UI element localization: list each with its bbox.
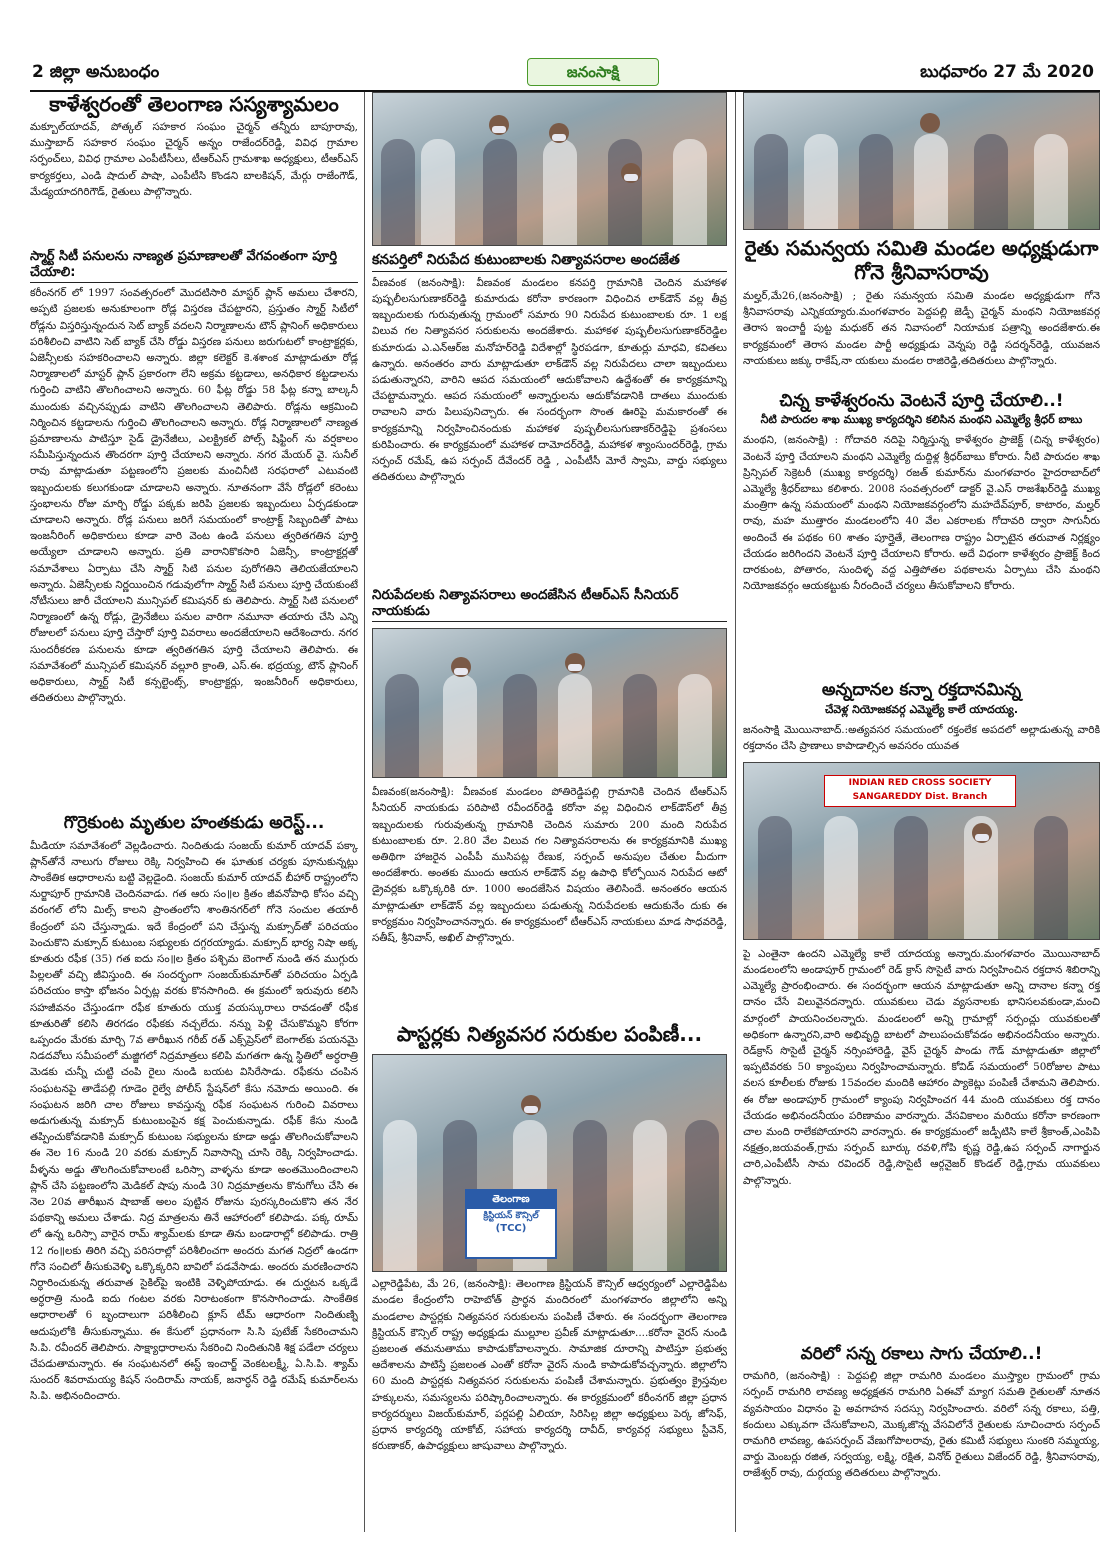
red-cross-banner-line2: SANGAREDDY Dist. Branch <box>852 791 988 802</box>
article-body: పై ఎంతైనా ఉందని ఎమ్మెల్యే కాలే యాదయ్య అన్నారు.మంగళవారం మొయినాబాద్ మండలంలోని అండాపూర్ గ్రామంలో రెడ్ క్రాస్ సొసైటీ వారు నిర్వహించిన రక్తదాన శిబిరాన్ని ఎమ్మెల్యే ప్రారంభించారు. ఈ సందర్భంగా ఆయన మాట్లాడుతూ అన్ని దానాల కన్నా రక్త దానం చేసే విలువైనదన్నారు. యువకులు చెడు వ్యసనాలకు భానిసలవకుండా,మంచి మార్గంలో పాయనించలన్నారు. మండలంలో అన్ని గ్రామాల్లో సర్పంచ్లు యువకులతో అధికంగా ఉన్నారని,వారి అభివృద్ధి బాటలో పాలుపంచుకోవడం అభినందనీయం అన్నారు. రెడ్‌క్రాస్ సొసైటీ చైర్మన్ నర్సింహారెడ్డి, వైస్ చైర్మన్ పాండు గౌడ్ మాట్లాడుతూ జిల్లాలో ఇప్పటివరకు 50 క్యాంపులు నిర్వహించామన్నారు. కోవిడ్ సమయంలో 50రోజుల పాటు వలస కూలీలకు రోజుకు 15వందల మందికి ఆహారం ప్యాకెట్లు పంపిణీ చేశామని తెలిపారు. ఈ రోజు అండాపూర్ గ్రామంలో క్యాంపు నిర్వహించగ 44 మంది యువకులు రక్త దానం చేయడం అభినందనీయం పరిణామం వారన్నారు. వేసవికాలం మరియు కరోనా కారణంగా చాల మంది రాలేకపోయారని వారన్నారు. ఈ కార్యక్రమంలో జడ్పీటిసి కాలే శ్రీకాంత్,ఎంపిపి నక్షత్రం,జయవంత్,గ్రామ సర్పంచ్ బూర్కు రవళి,గోపి కృష్ణ రెడ్డి,ఉప సర్పంచ్ నాగార్జున చారి,ఎంపీటీసీ సామ రవిందర్ రెడ్డి,సొసైటీ ఆర్గనైజర్ కొండల్ రెడ్డి,గ్రామ యువకులు పాల్గొన్నారు. <box>743 947 1100 1187</box>
headline-rythu-samithi: రైతు సమన్వయ సమితి మండల అధ్యక్షుడుగా గోనె శ్రీనివాసరావు <box>744 236 1099 284</box>
article-body: ఎల్లారెడ్డిపేట, మే 26, (జనంసాక్షి): తెలంగాణ క్రిస్టియన్ కౌన్సిల్ ఆధ్వర్యంలో ఎల్లారెడ్డిపేట మండల కేంద్రంలోని రాహెబోత్ ప్రార్థన మందిరంలో మంగళవారం జిల్లాలోని అన్ని మండలాల పాస్టర్లకు నిత్యవసర సరుకులను పంపిణీ చేశారు. ఈ సందర్భంగా తెలంగాణ క్రిస్టియన్ కౌన్సిల్ రాష్ట్ర అధ్యక్షుడు ముల్లూల ప్రవీణ్ మాట్లాడుతూ....కరోనా వైరస్ నుండి ప్రజలంత తమనుతాము కాపాడుకోవాలన్నారు. సామాజిక దూరాన్ని పాటిస్తూ ప్రభుత్వ ఆదేశాలను పాటిస్తే ప్రజలంత ఎంతో కరోనా వైరస్ నుండి కాపాడుకోవచ్చన్నారు. జిల్లాలోని 60 మంది పాస్టర్లకు నిత్యవసర సరుకులను పంపిణీ చేశామన్నారు. ప్రభుత్వం క్రైస్తవుల హక్కులను, సమస్యలను పరిష్కారించాలన్నారు. ఈ కార్యక్రమంలో కరీంనగర్ జిల్లా ప్రధాన కార్యదర్శులు విజయ్‌కుమార్, పర్లపల్లి ఏలియా, సిరిసిల్ల జిల్లా అధ్యక్షులు పెర్క జోసెఫ్, ప్రధాన కార్యదర్శి యాకోబ్, సహాయ కార్యదర్శి దావీద్, కార్యవర్గ సభ్యులు స్టీవెన్, కరుణాకర్, ఉపాధ్యక్షులు జాషువాలు పాల్గొన్నారు. <box>372 1278 727 1453</box>
headline-pastors: పాస్టర్లకు నిత్యవసర సరుకుల పంపిణీ... <box>396 1022 703 1047</box>
headline-trs-leader: నిరుపేదలకు నిత్యావసరాలు అందజేసిన టీఆర్ఎస్ సీనియర్ నాయకుడు <box>372 587 727 622</box>
red-cross-banner <box>824 775 1016 807</box>
photo-blood-donation-camp <box>743 762 1100 940</box>
byline: నీటి పారుదల శాఖ ముఖ్య కార్యదర్శిని కలిసిన మంథని ఎమ్మెల్యే శ్రీధర్ బాబు <box>760 413 1083 427</box>
headline-blood-donation: అన్నదానల కన్నా రక్తదానమిన్న <box>821 680 1022 701</box>
column-divider <box>735 92 736 1532</box>
headline-paddy-varieties: వరిలో సన్న రకాలు సాగు చేయాలి..! <box>800 1343 1043 1364</box>
article-body: కరీంనగర్ లో 1997 సంవత్సరంలో మొదటిసారి మాస్టర్ ప్లాన్ అమలు చేశారని, అప్పటి ప్రజలకు అనుకూలంగా రోడ్ల విస్తరణ చేపట్టారని, ప్రస్తుతం స్మార్ట్ సిటీలో రోడ్లను విస్తరిస్తున్నందున సెట్ బ్యాక్ వదలని నిర్మాణాలను టౌన్ ప్లానింగ్ అధికారులు పరిశీలించి వాటిని సెట్ బ్యాక్ చేసి రోడ్డు విస్తరణ పనులు జరుగుటలో కాంట్రాక్టర్లకు, ఏజెన్సీలకు సహకరించాలని అన్నారు. జిల్లా కలెక్టర్ కె.శశాంక మాట్లాడుతూ రోడ్ల నిర్మాణాలలో మాస్టర్ ప్లాన్ ప్రకారంగా లేని అక్రమ కట్టడాలు, అనధికార కట్టడాలను గుర్తించి వాటిని తొలగించాలని అన్నారు. 60 ఫీట్ల రోడ్డు 58 ఫీట్ల కన్నా బాల్కనీ ముందుకు వచ్చినప్పుడు వాటిని తొలగించాలని తెలిపారు. రోడ్లను ఆక్రమించి నిర్మించిన కట్టడాలను గుర్తించి తొలగించాలని అన్నారు. రోడ్ల నిర్మాణాలలో నాణ్యత ప్రమాణాలను పాటిస్తూ సైడ్ డ్రైనేజీలు, ఎలక్ట్రికల్ పోల్స్ షిఫ్టింగ్ ను వర్షకాలం సమీపిస్తున్నందున తొందరగా పూర్తి చేయాలని అన్నారు. నగర మేయర్ వై. సునీల్ రావు మాట్లాడుతూ పట్టణంలోని ప్రజలకు మంచినీటి సరఫరాలో ఎటువంటి ఇబ్బందులకు కలుగకుండా చూడాలని అన్నారు. నూతనంగా వేసే రోడ్లలో కరెంటు స్తంభాలను రోజు మార్చి రోడ్డు పక్కకు జరిపి ప్రజలకు ఇబ్బందులు ఏర్పడకుండా చూడాలని అన్నారు. రోడ్ల పనులు జరిగే సమయంలో కాంట్రాక్ట్ సిబ్బందితో పాటు ఇంజనీరింగ్ అధికారులు కూడా వారి వెంట ఉండి పనులు త్వరితగతిన పూర్తి అయ్యేలా చూడాలని అన్నారు. ప్రతి వారానికొకసారి ఏజెన్సీ, కాంట్రాక్టర్లతో సమావేశాలు ఏర్పాటు చేసి స్మార్ట్ సిటి పనుల పురోగతిని తెలియజేయాలని అన్నారు. ఏజెన్సీలకు నిర్ణయించిన గడువులోగా స్మార్ట్ సిటీ పనులు పూర్తి చేయకుంటే నోటీసులు జారీ చేయాలని మున్సిపల్ కమిషనర్ కు తెలిపారు. స్మార్ట్ సిటి పనులలో నిర్మాణంలో ఉన్న రోడ్లు, డ్రైనేజీలు పనుల వారిగా నమూనా తయారు చేసి ఎన్ని రోజులలో పనులు పూర్తి చేస్తారో పూర్తి వివరాలు అందజేయాలని ఆదేశించారు. నగర సుందరీకరణ పనులను కూడా త్వరితగతిన పూర్తి చేయాలని తెలిపారు. ఈ సమావేశంలో మున్సిపల్ కమిషనర్ వల్లూరి క్రాంతి, ఎస్.ఈ. భద్రయ్య, టౌన్ ప్లానింగ్ అధికారులు, స్మార్ట్ సిటీ కన్సల్టెంట్స్, కాంట్రాక్టర్లు, ఇంజనీరింగ్ అధికారులు, తదితరులు పాల్గొన్నారు. <box>30 287 358 705</box>
headline-arrest: గొర్రెకుంట మృతుల హంతకుడు అరెస్ట్... <box>63 813 325 834</box>
red-cross-banner-line1: INDIAN RED CROSS SOCIETY <box>848 777 992 788</box>
article-body: జనంసాక్షి మొయినాబాద్.:అత్యవసర సమయంలో రక్తంలేక అపదలో అల్లాడుతున్న వారికి రక్తదానం చేసి ప్రాణాలు కాపాడాల్సిన అవసరం యువత <box>743 723 1100 752</box>
article-body: రామగిరి, (జనంసాక్షి) : పెద్దపల్లి జిల్లా రామగిరి మండలం ముస్త్యాల గ్రామంలో గ్రామ సర్పంచ్ రామగిరి లావణ్య అధ్యక్షతన రామగిరి ఏఈవో మ్యాగ సమతి రైతులతో నూతన వ్యవసాయం విధానం పై అవగాహన సదస్సు నిర్వహించారు. వరిలో సన్న రకాలు, పత్తి, కందులు ఎక్కువగా చేసుకోవాలని, మొక్కజొన్న వేసవిలోనే రైతులకు సూచించారు సర్పంచ్ రామగిరి లావణ్య, ఉపసర్పంచ్ వేణుగోపాలరావు, రైతు కమిటీ సభ్యులు సుంకరి సమ్మయ్య, వార్డు మెంబర్లు రజిత, సర్వయ్య, లక్ష్మి, రక్షిత, వినోద్ రైతులు విజేందర్ రెడ్డి, శ్రీనివాసరావు, రాజేశ్వర్ రావు, దుర్గయ్య తదితరులు పాల్గొన్నారు. <box>743 1370 1100 1480</box>
byline: చేవెళ్ల నియోజకవర్గ ఎమ్మెల్యే కాలే యాదయ్య. <box>824 702 1019 716</box>
page-section-label: 2 జిల్లా అనుబంధం <box>32 62 160 82</box>
article-body: వీణవంక(జనంసాక్షి): వీణవంక మండలం పోతిరెడ్డిపల్లి గ్రామానికి చెందిన టీఆర్ఎస్ సీనియర్ నాయకుడు పరిపాటి రవీందర్‌రెడ్డి కరోనా వల్ల విధించిన లాక్‌డౌన్‌లో తీవ్ర ఇబ్బందులకు గురువుతున్న గ్రామానికి చెందిన సుమారు 200 మంది నిరుపేద కుటుంబాలకు రూ. 2.80 వేల విలువ గల నిత్యావసరాలను ఈ కార్యక్రమానికి ముఖ్య అతిథిగా హాజరైన ఎంపీపీ ముసిపట్ల రేణుక, సర్పంచ్ అనుపుల చేతుల మీదుగా అందజేశారు. అంతకు ముందు ఆయన లాక్‌డౌన్ వల్ల ఉపాధి కోల్పోయిన నిరుపేద ఆటో డ్రైవర్లకు ఒక్కొక్కరికి రూ. 1000 అందజేసిన విషయం తెలిసిందే. అనంతరం ఆయన మాట్లాడుతూ లాక్‌డౌన్ వల్ల ఇబ్బందులు పడుతున్న నిరుపేదలకు ఆదుకునేం దుకు ఈ కార్యక్రమం నిర్వహించానన్నారు. ఈ కార్యక్రమంలో టీఆర్ఎస్ నాయకులు మాడ సాధవరెడ్డి, సతీష్, శ్రీనివాస్, అఖిల్ పాల్గొన్నారు. <box>372 786 727 944</box>
photo-grocery-distribution <box>372 92 727 246</box>
newspaper-logo: జనంసాక్షి <box>527 58 659 86</box>
article-body: మీడియా సమావేశంలో వెల్లడించారు. నిందితుడు సంజయ్ కుమార్ యాదవ్ పక్కా ప్లాన్‌తోనే నాలుగు రోజులు రెక్కి నిర్వహించి ఈ ఘాతుక చర్యకు పూనుకున్నట్లు సాంకేతిక ఆధారాలను బట్టి వెల్లడైంది. సంజయ్ కుమార్ యాదవ్ బీహార్ రాష్ట్రంలోని నుర్జాపూర్ గ్రామానికి చెందినవాడు. గత ఆరు సం॥ల క్రితం జీవనోపాధి కోసం వచ్చి వరంగల్ లోని మిల్స్ కాలని ప్రాంతంలోని శాంతినగర్‌లో గోనె సంచుల తయారీ కేంద్రంలో పని చేస్తున్నాడు. ఇదే కేంద్రంలో పని చేస్తున్న మక్సూద్‌తో పరిచయం పెంచుకొని మక్సూద్ కుటుంబ సభ్యులకు దగ్గరయ్యాడు. మక్సూద్ భార్య నిషా అక్క కూతురు రఫీక (35) గత ఐదు సం॥ల క్రితం పశ్చిమ బెంగాల్ నుండి తన ముగ్గురు పిల్లలతో వచ్చి జీవిస్తుంది. ఈ సందర్భంగా సంజయ్‌కుమార్‌తో పరిచయం ఏర్పడి పరిచయం కాస్తా భోజనం ఏర్పట్ల వరకు కొనసాగింది. ఈ క్రమంలో ఇరువురు కలిసి సహజీవనం చేస్తుండగా రఫీక కూతురు యుక్త వయస్కురాలు రావడంతో రఫీక కూతురితో కలిసి తిరగడం రఫీకకు నచ్చలేదు. నన్ను పెళ్లి చేసుకొమ్మని కోరగా ఒప్పందం మేరకు మార్చి 7వ తారీఖున గరీబ్ రత్ ఎక్స్‌ప్రెస్‌లో బెంగాల్‌కు పయనమై నిడదవోలు సమీపంలో మజ్జిగలో నిద్రమాత్రలు కలిపి మగతగా ఉన్న స్థితిలో అర్ధరాత్రి మెడకు చున్నీ చుట్టి చంపి రైలు నుండి బయట విసిరేసాడు. రఫీకను చంపిన సంఘటనపై తాడేపల్లి గూడెం రైల్వే పోలీస్ స్టేషన్‌లో కేసు నమోదు అయింది. ఈ సంఘటన జరిగి చాల రోజులు కావస్తున్న రఫీక సంఘటన గురించి వివరాలు అడుగుతున్న మక్సూద్ కుటుంబంపైన కక్ష పెంచుకున్నాడు. రఫీక్ కేసు నుండి తప్పించుకోవడానికి మక్సూద్ కుటుంబ సభ్యులను కూడా అడ్డు తొలగించుకోవాలని ఈ నెల 16 నుండి 20 వరకు మక్సూద్ నివాసాన్ని చూసి రెక్కి నిర్వహించాడు. వీళ్ళను అడ్డు తొలగించుకోవాలంటే ఒరిస్సా వాళ్ళను కూడా అంతమొందించాలని ప్లాన్ చేసి పట్టణంలోని మెడికల్ షాపు నుండి 30 నిద్రమాత్రలను కొనుగోలు చేసి ఈ నెల 20వ తారీఖున షాబాజ్ అలం పుట్టిన రోజును పురస్కరించుకొని తన నేర పథకాన్ని అమలు చేశాడు. నిద్ర మాత్రలను తినే ఆహారంలో కలిపాడు. పక్క రూమ్ లో ఉన్న ఒరిస్సా వారైన రామ్ శ్యామ్‌లకు కూడా తిను బండారాల్లో కలిపాడు. రాత్రి 12 గం॥లకు తిరిగి వచ్చి పరిసరాల్లో పరిశీలించగా అందరు మగత నిద్రలో ఉండగా గోనె సంచిలో తీసుకువెళ్ళి ఒక్కొక్కరిని బావిలో పడవేసాడు. అందరు మరణించారని నిర్ధారించుకున్న తరువాత సైకిల్‌పై ఇంటికి వెళ్ళిపోయాడు. ఈ దుర్ఘటన ఒక్కడే అర్ధరాత్రి నుండి ఐదు గంటల వరకు నిరాటంకంగా కొనసాగించాడు. సాంకేతిక ఆధారాలతో 6 బృందాలుగా పరిశీలించి క్లూస్ టీమ్ ఆధారంగా నిందితుణ్ని ఆదుపులోకి తీసుకున్నాము. ఈ కేసులో ప్రధానంగా సి.సి పుటేజ్ సేకరించామని సి.పి. రవీందర్ తెలిపారు. సాక్ష్యాధారాలను సేకరించి నిందితునికి శిక్ష పడేలా చర్యలు చేపడుతామన్నారు. ఈ సంఘటనలో ఈస్ట్ ఇంచార్జ్ వెంకటలక్ష్మీ, ఏ.సి.పి. శ్యామ్ సుందర్ శివరామయ్య కిషన్ సందిరామ్ నాయక్, జనార్ధన్ రెడ్డి రమేష్ కుమార్‌లను సి.పి. అభినందించారు. <box>30 839 358 1403</box>
article-body: వీణవంక (జనంసాక్షి): వీణవంక మండలం కనపర్తి గ్రామానికి చెందిన మహాకళ పుష్పలీలసుగుణాకర్‌రెడ్డి కుమారుడు కరోనా కారణంగా విధించిన లాక్‌డౌన్ వల్ల తీవ్ర ఇబ్బందులకు గురువుతున్న గ్రామంలో సమారు 90 నిరుపేద కుటుంబాలకు రూ. 1 లక్ష విలువ గల నిత్యావసర సరుకులను అందజేశారు. మహాకళ పుష్పలీలసుగుణాకర్‌రెడ్డిల కుమారుడు ఎ.ఎన్ఆర్‌జ మనోహర్‌రెడ్డి విదేశాల్లో స్థిరపడగా, కూతుర్లు మాధవి, కవితలు ఉన్నారు. అనంతరం వారు మాట్లాడుతూ లాక్‌డౌన్ వల్ల నిరుపేదలు చాలా ఇబ్బందులు పడుతున్నారని, వారిని ఆపద సమయంలో ఆదుకోవాలని ఉద్దేశంతో ఈ కార్యక్రమాన్ని చేపట్టామన్నారు. ఆపద సమయంలో అన్నార్తులను ఆదుకోవడానికి దాతలు ముందుకు రావాలని వారు పిలుపునిచ్చారు. ఈ సందర్భంగా సొంత ఊరిపై మమకారంతో ఈ కార్యక్రమాన్ని నిర్వహించినందుకు మహాకళ పుష్పలీలసుగుణాకర్‌రెడ్డిపై ప్రశంసలు కురిపించారు. ఈ కార్యక్రమంలో మహాకళ దామోదర్‌రెడ్డి, మహాకళ శ్యాంసుందర్‌రెడ్డి, గ్రామ సర్పంచ్ రమేష్, ఉప సర్పంచ్ దేవేందర్ రెడ్డి , ఎంపీటీసీ మోరే స్వామి, వార్డు సభ్యులు తదితరులు పాల్గొన్నారు <box>372 276 727 484</box>
article-body: మల్హర్,మే26,(జనంసాక్షి) ; రైతు సమన్వయ సమితి మండల అధ్యక్షుడుగా గోనె శ్రీనివాసరావు ఎన్నికయ్యారు.మంగళవారం పెద్దపల్లి జెడ్పీ చైర్మన్ మంథని నియోజకవర్గ తెరాస ఇంచార్జీ పుట్ట మధుకర్ తన నివాసంలో నియామక పత్రాన్ని అందజేశారు.ఈ కార్యక్రమంలో తెరాస మండల పార్టీ అధ్యక్షుడు వెన్నపు రెడ్డి సదర్శన్‌రెడ్డి, యువజన నాయకులు జక్కు రాకేష్,నా యకులు మండల రాజిరెడ్డి,తదితరులు పాల్గొన్నారు. <box>743 290 1100 367</box>
photo-rythu-samithi <box>743 92 1100 230</box>
tcc-banner-line1: తెలంగాణ <box>467 1191 555 1209</box>
photo-pastors-distribution <box>372 1054 727 1272</box>
issue-date: బుధవారం 27 మే 2020 <box>920 62 1094 82</box>
tcc-banner <box>465 1189 557 1259</box>
column-1 <box>30 92 358 1534</box>
headline-kaleshwaram: కాళేశ్వరంతో తెలంగాణ సస్యశ్యామలం <box>49 92 339 116</box>
column-2 <box>372 92 727 1554</box>
column-divider <box>364 92 365 1532</box>
photo-trs-leader-distribution <box>372 628 727 778</box>
article-body: మంథని, (జనంసాక్షి) : గోదావరి నదిపై నిర్మిస్తున్న కాళేశ్వరం ప్రాజెక్ట్ (చిన్న కాళేశ్వరం) వెంటనే పూర్తి చేయాలని మంథని ఎమ్మెల్యే దుద్దిళ్ల శ్రీధర్‌బాబు కోరారు. నీటి పారుదల శాఖ ప్రిన్సిపల్ సెక్రెటరీ (ముఖ్య కార్యదర్శి) రజత్ కుమార్‌ను మంగళవారం హైదరాబాద్‌లో ఎమ్మెల్యే శ్రీధర్‌బాబు కలిశారు. 2008 సంవత్సరంలో డాక్టర్ వై.ఎస్ రాజశేఖర్‌రెడ్డి ముఖ్య మంత్రిగా ఉన్న సమయంలో మంథని నియోజకవర్గంలోని మహదేవ్‌పూర్, కాటారం, మల్హర్ రావు, మహ ముత్తారం మండలంలోని 40 వేల ఎకరాలకు గోదావరి ద్వారా సాగునీరు అందించే ఈ పథకం 60 శాతం పూర్తైతే, తెలంగాణ రాష్ట్రం ఏర్పాటైన తరువాత నిర్లక్ష్యం చేయడం జరిగిందని వెంటనే పూర్తి చేయాలని కోరారు. అదే విధంగా కాళేశ్వరం ప్రాజెక్ట్ కింద దారకుంట, పోతారం, సుందిళ్ళ వద్ద ఎత్తిపోతల పథకాలను ఏర్పాటు చేసి మంథని నియోజకవర్గం ఆయకట్టుకు నీరందించే చర్యలు తీసుకోవాలని కోరారు. <box>743 434 1100 593</box>
headline-kanaparthi: కనపర్తిలో నిరుపేద కుటుంబాలకు నిత్యావసరాల అందజేత <box>372 252 727 272</box>
tcc-banner-line3: (TCC) <box>495 1223 527 1235</box>
tcc-banner-line2: క్రిస్టియన్ కౌన్సిల్ <box>483 1211 539 1222</box>
masthead <box>30 58 1100 92</box>
subheadline-smart-city: స్మార్ట్ సిటీ పనులను నాణ్యత ప్రమాణాలతో వేగవంతంగా పూర్తి చేయాలి: <box>30 249 358 283</box>
headline-china-kaleshwaram: చిన్న కాళేశ్వరంను వెంటనే పూర్తి చేయాలి..! <box>779 391 1064 411</box>
column-3 <box>743 92 1100 1564</box>
article-body: మక్బూల్‌యాదవ్, పోత్కల్ సహకార సంఘం చైర్మన్ తన్నీరు బాపూరావు, ముస్తాబాద్ సహకార సంఘం చైర్మన్ అన్నం రాజేందర్‌రెడ్డి, వివిధ గ్రామాల సర్పంచ్‌లు, వివిధ గ్రామాల ఎంపీటీసీలు, టీఆర్ఎస్ గ్రామశాఖ అధ్యక్షులు, టీఆర్ఎస్ కార్యకర్తలు, ఎండి షాదుల్ పాషా, ఎంపీటీసి కొండని బాలకిషన్, మేర్గు రాజేంగౌడ్, మేడ్యయాదగిరిగౌడ్, రైతులు పాల్గొన్నారు. <box>30 121 358 198</box>
